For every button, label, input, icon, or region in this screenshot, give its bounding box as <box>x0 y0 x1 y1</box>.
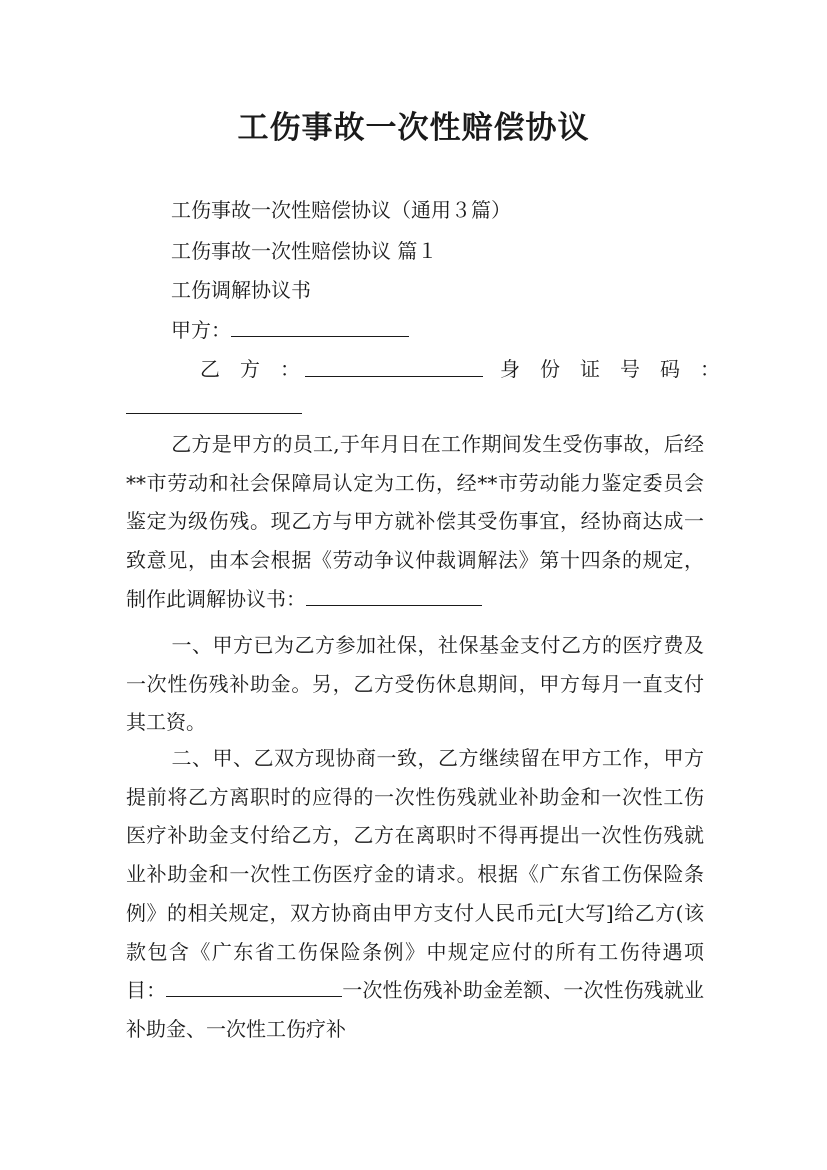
document-title: 工伤事故一次性赔偿协议 <box>237 110 590 146</box>
party-a-line <box>171 318 409 342</box>
paragraph-3-text-b: 一次性伤残补助金差额、一次性伤残就业补助金、一次性工伤疗补 <box>126 978 705 1041</box>
party-a-label: 甲方： <box>171 318 231 342</box>
paragraph-3-text-a: 二、甲、乙双方现协商一致，乙方继续留在甲方工作，甲方提前将乙方离职时的应得的一次性伤残就业补助金和一次性工伤医疗补助金支付给乙方，乙方在离职时不得再提出一次性伤残就业补助金和一次性工伤医疗金的请求。根据《广东省工伤保险条例》的相关规定，双方协商由甲方支付人民币元[大写]给乙方(该款包含《广东省工伤保险条例》中规定应付的所有工伤待遇项目： <box>126 746 704 1003</box>
id-number-blank <box>126 395 302 414</box>
paragraph-2 <box>126 626 704 742</box>
subtitle-general: 工伤事故一次性赔偿协议（通用３篇） <box>171 198 511 222</box>
party-b-blank <box>305 358 483 377</box>
party-b-label: 乙 方 ： <box>200 357 300 381</box>
subtitle-part1: 工伤事故一次性赔偿协议 篇１ <box>171 239 438 263</box>
paragraph-1-blank <box>306 587 482 606</box>
document-name: 工伤调解协议书 <box>171 278 311 302</box>
paragraph-1-text: 乙方是甲方的员工,于年月日在工作期间发生受伤事故，后经**市劳动和社会保障局认定为工伤，经**市劳动能力鉴定委员会鉴定为级伤残。现乙方与甲方就补偿其受伤事宜，经协商达成一致意见，由本会根据《劳动争议仲裁调解法》第十四条的规定，制作此调解协议书： <box>126 432 704 611</box>
id-number-label: 身 份 证 号 码 ： <box>500 357 720 381</box>
paragraph-3 <box>126 739 704 1049</box>
paragraph-2-text: 一、甲方已为乙方参加社保，社保基金支付乙方的医疗费及一次性伤残补助金。另，乙方受伤休息期间，甲方每月一直支付其工资。 <box>126 633 704 735</box>
party-a-blank <box>231 318 409 337</box>
paragraph-1 <box>126 425 704 619</box>
paragraph-3-blank <box>166 978 342 997</box>
